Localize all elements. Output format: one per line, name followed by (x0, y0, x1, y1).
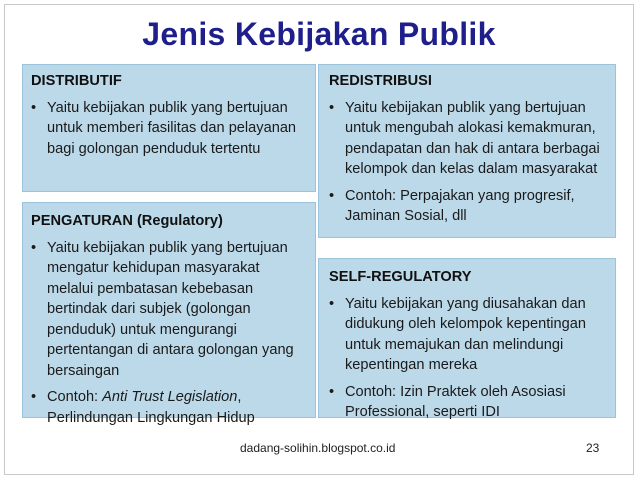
list-item (329, 98, 609, 180)
list-item (31, 387, 309, 428)
self-regulatory-heading: SELF-REGULATORY (329, 269, 472, 285)
list-item-text: Yaitu kebijakan yang diusahakan dan didukung oleh kelompok kepentingan untuk memajukan dan melindungi kepentingan mereka (345, 295, 586, 373)
list-item-text: Yaitu kebijakan publik yang bertujuan untuk mengubah alokasi kemakmuran, pendapatan dan hak di antara berbagai kelompok dan kelas dalam masyarakat (345, 99, 600, 177)
redistribusi-list (329, 98, 609, 227)
bullet: • (31, 239, 37, 256)
list-item (329, 186, 609, 227)
redistribusi-box (318, 64, 616, 238)
list-item-text: Contoh: Izin Praktek oleh Asosiasi Professional, seperti IDI (345, 383, 566, 420)
list-item-text: Yaitu kebijakan publik yang bertujuan untuk memberi fasilitas dan pelayanan bagi golongan penduduk tertentu (47, 99, 297, 157)
list-item (31, 98, 309, 160)
pengaturan-heading: PENGATURAN (Regulatory) (31, 213, 223, 229)
pengaturan-box (22, 202, 316, 426)
distributif-heading: DISTRIBUTIF (31, 73, 122, 89)
list-item (329, 382, 609, 423)
self-regulatory-list (329, 294, 609, 423)
self-regulatory-box (318, 258, 616, 418)
distributif-box (22, 64, 316, 192)
bullet: • (31, 99, 37, 116)
bullet: • (329, 383, 335, 400)
example-suffix: , Perlindungan Lingkungan Hidup (47, 389, 255, 426)
bullet: • (329, 187, 335, 204)
bullet: • (329, 99, 335, 116)
page-number: 23 (586, 441, 600, 455)
example-italic: Anti Trust Legislation (102, 389, 238, 405)
list-item-text: Contoh: Perpajakan yang progresif, Jaminan Sosial, dll (345, 187, 575, 224)
distributif-list (31, 98, 309, 160)
page-title: Jenis Kebijakan Publik (142, 16, 496, 52)
list-item (31, 238, 309, 382)
bullet: • (329, 295, 335, 312)
pengaturan-list (31, 238, 309, 429)
list-item (329, 294, 609, 376)
example-prefix: Contoh: (47, 389, 103, 405)
list-item-text: Yaitu kebijakan publik yang bertujuan mengatur kehidupan masyarakat melalui pembatasan kebebasan bertindak dari subjek (golongan penduduk) untuk mengurangi pertentangan di antara golongan yang bersaingan (47, 239, 294, 379)
redistribusi-heading: REDISTRIBUSI (329, 73, 432, 89)
footer-url: dadang-solihin.blogspot.co.id (240, 441, 396, 455)
bullet: • (31, 389, 37, 405)
